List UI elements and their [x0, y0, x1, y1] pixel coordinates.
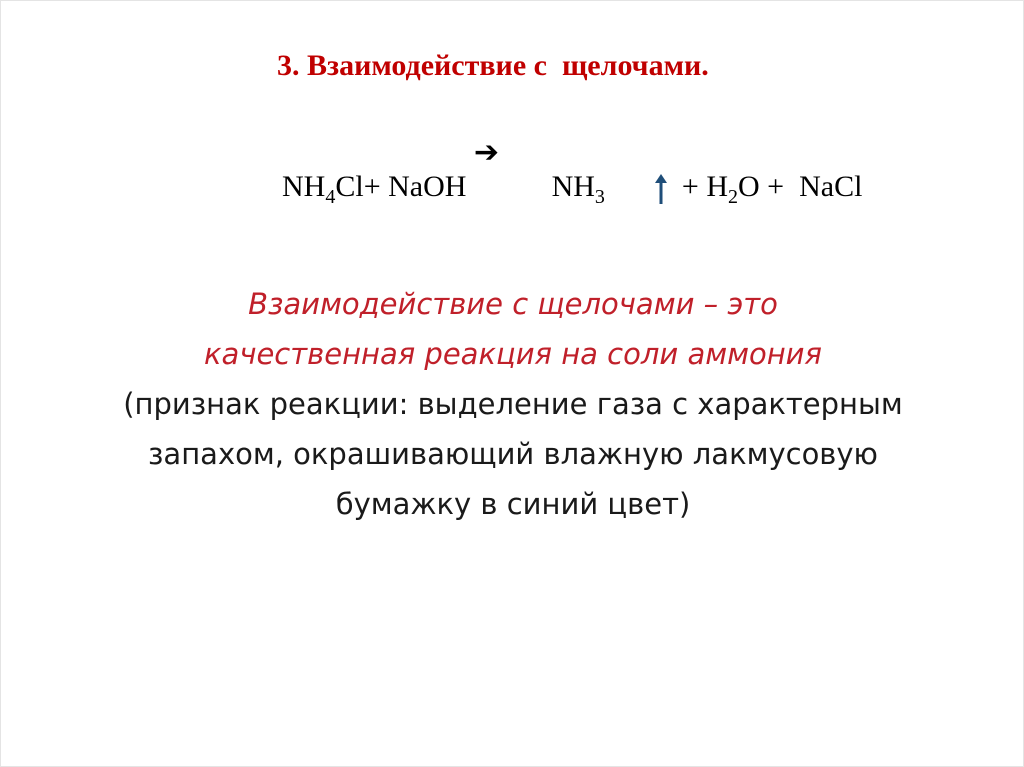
explanation-line: (признак реакции: выделение газа с характерным	[123, 387, 903, 421]
equation-text: O + NaCl	[738, 170, 863, 203]
explanation-line: запахом, окрашивающий влажную лакмусовую	[148, 437, 878, 471]
equation-products-water-salt	[637, 136, 863, 238]
statement-line: Взаимодействие с щелочами – это	[248, 287, 778, 321]
equation-reactant-ammonium-chloride	[237, 136, 474, 238]
equation-subscript: 3	[594, 186, 605, 208]
statement-line: качественная реакция на соли аммония	[204, 337, 822, 371]
up-arrow-icon	[609, 140, 623, 172]
equation-product-ammonia	[499, 136, 605, 238]
chemical-equation	[237, 135, 862, 238]
equation-subscript: 4	[325, 186, 336, 208]
equation-subscript: 2	[728, 186, 738, 208]
equation-text: NH	[544, 170, 595, 203]
reaction-arrow-icon: ➔	[473, 136, 500, 169]
equation-text: Cl+ NaOH	[335, 170, 474, 203]
equation-text: NH	[282, 170, 326, 203]
slide-body	[1, 279, 1024, 529]
slide-title: 3. Взаимодействие с щелочами.	[277, 49, 709, 82]
equation-text: + H	[681, 170, 728, 203]
explanation-line: бумажку в синий цвет)	[335, 487, 691, 521]
